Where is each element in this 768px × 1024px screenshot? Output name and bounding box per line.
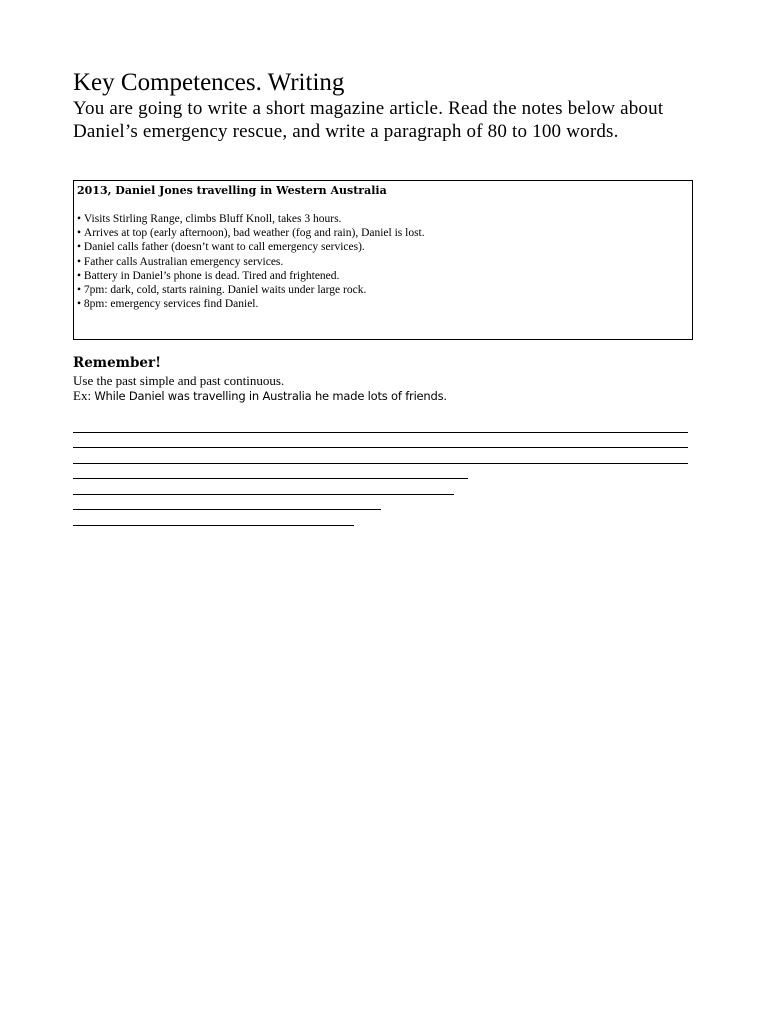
note-item: • Father calls Australian emergency services. bbox=[77, 255, 689, 269]
answer-line[interactable] bbox=[73, 464, 468, 480]
example-line bbox=[73, 388, 695, 404]
note-item: • 8pm: emergency services find Daniel. bbox=[77, 297, 689, 311]
notes-box bbox=[73, 180, 693, 340]
note-item: • Daniel calls father (doesn’t want to call emergency services). bbox=[77, 240, 689, 254]
answer-line[interactable] bbox=[73, 495, 381, 511]
answer-line[interactable] bbox=[73, 448, 688, 464]
answer-line[interactable] bbox=[73, 510, 354, 526]
note-item: • Arrives at top (early afternoon), bad weather (fog and rain), Daniel is lost. bbox=[77, 226, 689, 240]
example-sentence: While Daniel was travelling in Australia he made lots of friends. bbox=[94, 389, 447, 403]
page-title: Key Competences. Writing bbox=[73, 69, 345, 96]
task-instructions: You are going to write a short magazine article. Read the notes below about Daniel’s emergency rescue, and write a paragraph of 80 to 100 words. bbox=[73, 98, 664, 142]
remember-text: Use the past simple and past continuous. bbox=[73, 373, 285, 388]
note-item: • Battery in Daniel’s phone is dead. Tired and frightened. bbox=[77, 269, 689, 283]
remember-section bbox=[73, 355, 695, 404]
notes-list bbox=[77, 212, 689, 311]
remember-heading: Remember! bbox=[73, 355, 162, 371]
answer-line[interactable] bbox=[73, 433, 688, 449]
answer-lines bbox=[73, 417, 695, 526]
note-item: • 7pm: dark, cold, starts raining. Daniel waits under large rock. bbox=[77, 283, 689, 297]
notes-heading: 2013, Daniel Jones travelling in Western Australia bbox=[77, 184, 387, 197]
example-prefix: Ex: bbox=[73, 388, 92, 403]
note-item: • Visits Stirling Range, climbs Bluff Knoll, takes 3 hours. bbox=[77, 212, 689, 226]
worksheet-page bbox=[73, 68, 695, 403]
answer-line[interactable] bbox=[73, 417, 688, 433]
answer-line[interactable] bbox=[73, 479, 454, 495]
